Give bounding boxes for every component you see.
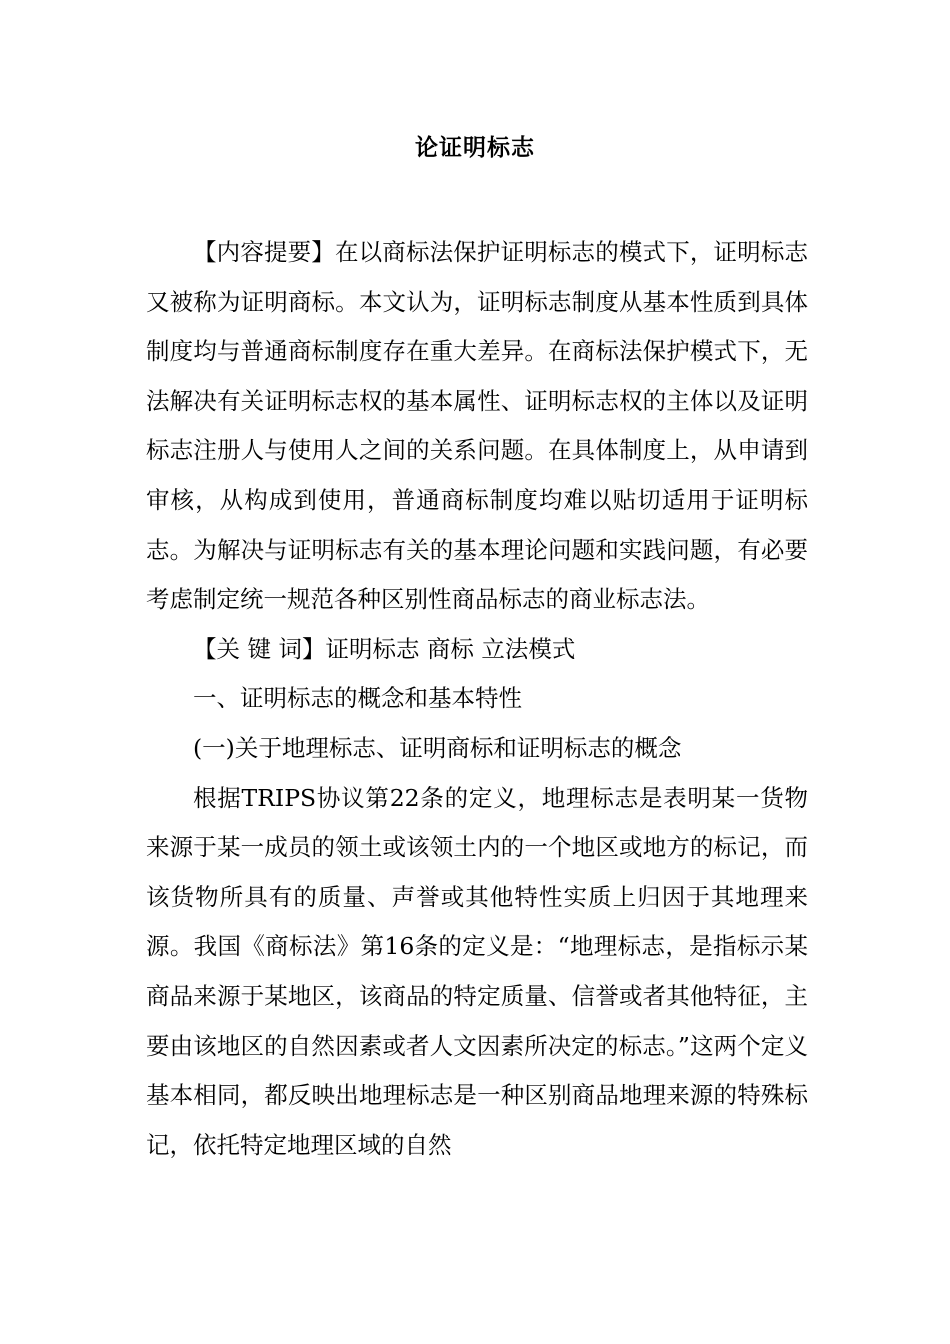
keywords-paragraph: 【关 键 词】证明标志 商标 立法模式 [193,634,576,663]
body-paragraph: 根据TRIPS协议第22条的定义，地理标志是表明某一货物来源于某一成员的领土或该领土内的一个地区或地方的标记，而该货物所具有的质量、声誉或其他特性实质上归因于其地理来源。我国《商标法》第16条的定义是：“地理标志，是指标示某商品来源于某地区，该商品的特定质量、信誉或者其他特征，主要由该地区的自然因素或者人文因素所决定的标志。”这两个定义基本相同，都反映出地理标志是一种区别商品地理来源的特殊标记，依托特定地理区域的自然 [146,783,808,1159]
subsection-heading: (一)关于地理标志、证明商标和证明标志的概念 [193,733,682,762]
section-heading: 一、证明标志的概念和基本特性 [193,684,522,713]
document-title: 论证明标志 [415,134,535,161]
abstract-paragraph: 【内容提要】在以商标法保护证明标志的模式下，证明标志又被称为证明商标。本文认为，证明标志制度从基本性质到具体制度均与普通商标制度存在重大差异。在商标法保护模式下，无法解决有关证明标志权的基本属性、证明标志权的主体以及证明标志注册人与使用人之间的关系问题。在具体制度上，从申请到审核，从构成到使用，普通商标制度均难以贴切适用于证明标志。为解决与证明标志有关的基本理论问题和实践问题，有必要考虑制定统一规范各种区别性商品标志的商业标志法。 [146,238,808,614]
document-body [146,228,808,1170]
